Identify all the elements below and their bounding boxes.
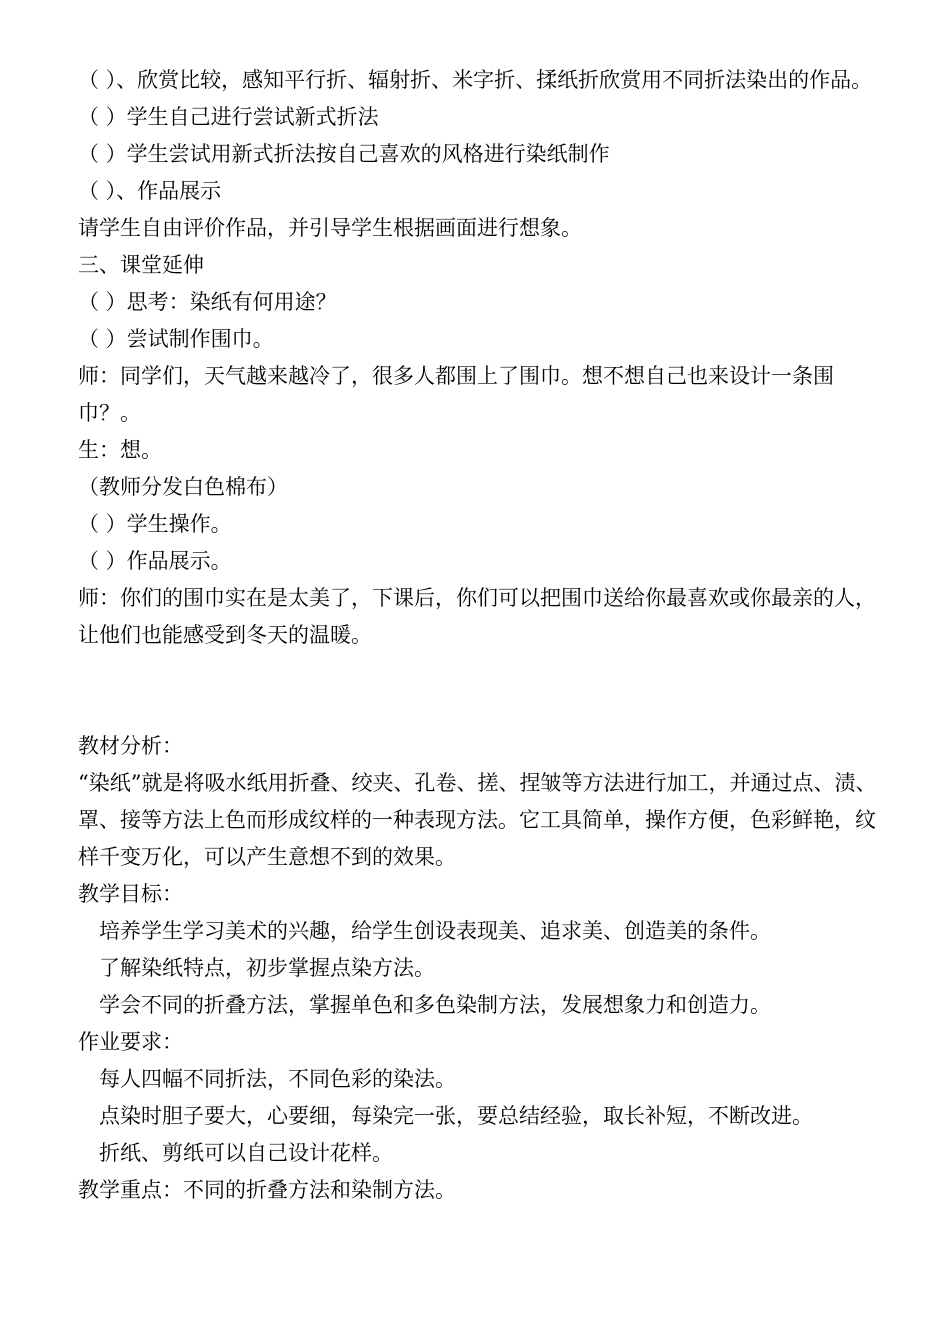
step-try-new-fold: （ ）学生自己进行尝试新式折法 (78, 105, 379, 129)
homework-item: 每人四幅不同折法，不同色彩的染法。 (99, 1067, 456, 1091)
student-dialogue: 生：想。 (78, 438, 162, 462)
step-student-operate: （ ）学生操作。 (78, 512, 232, 536)
goal-item: 了解染纸特点，初步掌握点染方法。 (99, 956, 435, 980)
homework-item: 折纸、剪纸可以自己设计花样。 (99, 1141, 393, 1165)
teacher-dialogue-1: 师：同学们，天气越来越冷了，很多人都围上了围巾。想不想自己也来设计一条围巾？。 (78, 364, 834, 425)
step-appreciate-compare: （ ）、欣赏比较，感知平行折、辐射折、米字折、揉纸折欣赏用不同折法染出的作品。 (78, 68, 873, 92)
goal-item: 学会不同的折叠方法，掌握单色和多色染制方法，发展想象力和创造力。 (99, 993, 771, 1017)
goal-item: 培养学生学习美术的兴趣，给学生创设表现美、追求美、创造美的条件。 (99, 919, 771, 943)
teacher-dialogue-2: 师：你们的围巾实在是太美了，下课后，你们可以把围巾送给你最喜欢或你最亲的人，让他们也能感受到冬天的温暖。 (78, 586, 876, 647)
teacher-action-note: （教师分发白色棉布） (78, 475, 288, 499)
goals-heading: 教学目标： (78, 882, 183, 906)
step-make-scarf: （ ）尝试制作围巾。 (78, 327, 274, 351)
analysis-text: “染纸”就是将吸水纸用折叠、绞夹、孔卷、搓、捏皱等方法进行加工，并通过点、渍、罩、接等方法上色而形成纹样的一种表现方法。它工具简单，操作方便，色彩鲜艳，纹样千变万化，可以产生意想不到的效果。 (78, 771, 877, 869)
analysis-heading: 教材分析： (78, 734, 183, 758)
homework-item: 点染时胆子要大，心要细，每染完一张，要总结经验，取长补短，不断改进。 (99, 1104, 813, 1128)
homework-heading: 作业要求： (78, 1030, 183, 1054)
section-spacer (78, 654, 880, 728)
section-heading-extension: 三、课堂延伸 (78, 253, 204, 277)
evaluation-instruction: 请学生自由评价作品，并引导学生根据画面进行想象。 (78, 216, 582, 240)
step-work-display: （ ）、作品展示 (78, 179, 222, 203)
step-make-dyed-paper: （ ）学生尝试用新式折法按自己喜欢的风格进行染纸制作 (78, 142, 610, 166)
key-point: 教学重点：不同的折叠方法和染制方法。 (78, 1178, 456, 1202)
step-think-uses: （ ）思考：染纸有何用途？ (78, 290, 337, 314)
step-work-display-2: （ ）作品展示。 (78, 549, 232, 573)
